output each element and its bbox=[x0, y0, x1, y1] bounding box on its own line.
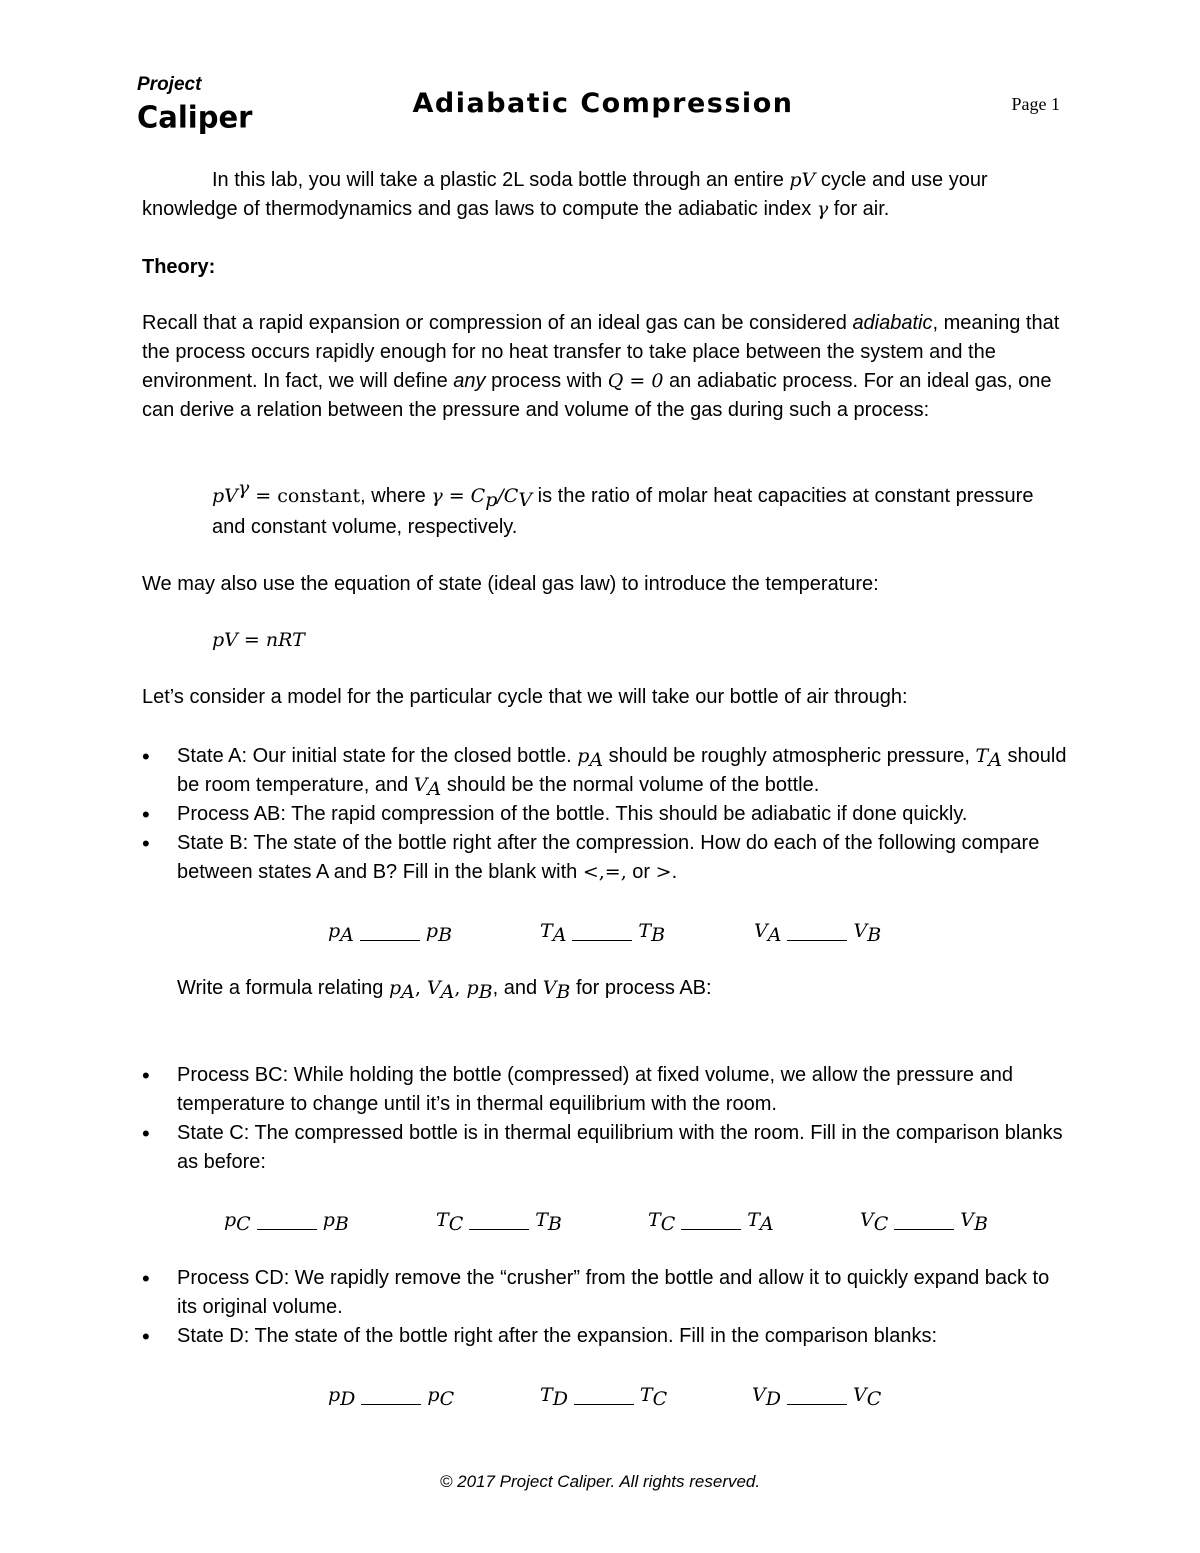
logo-caliper-text: Caliper bbox=[137, 99, 253, 135]
page-number: Page 1 bbox=[1011, 94, 1060, 114]
recall-paragraph: Recall that a rapid expansion or compression of an ideal gas can be considered adiabatic, meaning that the process occurs rapidly enough for no heat transfer to take place between the system and the environment. In fact, we will define any process with Q = 0 an adiabatic process. For an ideal gas, one can derive a relation between the pressure and volume of the gas during such a process: bbox=[142, 312, 1060, 421]
model-intro: Let’s consider a model for the particular cycle that we will take our bottle of air through: bbox=[142, 686, 908, 708]
bullet-process-ab: • Process AB: The rapid compression of the bottle. This should be adiabatic if done quickly. bbox=[142, 800, 1072, 829]
compare-tc-tb: $T_C$ $T_B$ bbox=[436, 1209, 562, 1235]
copyright-footer: © 2017 Project Caliper. All rights reserved. bbox=[439, 1472, 761, 1491]
ideal-gas-equation: pV = nRT bbox=[212, 629, 305, 651]
blank-pa-pb[interactable] bbox=[360, 922, 420, 941]
compare-vc-vb: $V_C$ $V_B$ bbox=[860, 1209, 988, 1235]
bullet-process-cd: • Process CD: We rapidly remove the “crusher” from the bottle and allow it to quickly expand back to its original volume. bbox=[142, 1264, 1072, 1322]
bullet-list-2 bbox=[142, 1061, 1072, 1177]
bullet-state-a: • State A: Our initial state for the closed bottle. $p_A$ should be roughly atmospheric pressure, $T_A$ should be room temperature, and $V_A$ should be the normal volume of the bottle. bbox=[142, 742, 1072, 800]
bullet-process-bc: • Process BC: While holding the bottle (compressed) at fixed volume, we allow the pressure and temperature to change until it’s in thermal equilibrium with the room. bbox=[142, 1061, 1072, 1119]
blank-td-tc[interactable] bbox=[574, 1386, 634, 1405]
compare-tc-ta: $T_C$ $T_A$ bbox=[648, 1209, 774, 1235]
compare-pd-pc: $p_D$ $p_C$ bbox=[328, 1384, 455, 1410]
intro-paragraph: In this lab, you will take a plastic 2L soda bottle through an entire pV cycle and use your knowledge of thermodynamics and gas laws to compute the adiabatic index γ for air. bbox=[142, 169, 988, 220]
blank-vd-vc[interactable] bbox=[787, 1386, 847, 1405]
bullet-state-b: • State B: The state of the bottle right after the compression. How do each of the following compare between states A and B? Fill in the blank with <,=, or >. bbox=[142, 829, 1072, 887]
blank-pd-pc[interactable] bbox=[361, 1386, 421, 1405]
state-equation-intro: We may also use the equation of state (ideal gas law) to introduce the temperature: bbox=[142, 573, 879, 595]
blank-va-vb[interactable] bbox=[787, 922, 847, 941]
bullet-state-c: • State C: The compressed bottle is in thermal equilibrium with the room. Fill in the comparison blanks as before: bbox=[142, 1119, 1072, 1177]
blank-pc-pb[interactable] bbox=[257, 1211, 317, 1230]
blank-tc-ta[interactable] bbox=[681, 1211, 741, 1230]
page-title: Adiabatic Compression bbox=[412, 88, 794, 119]
adiabatic-equation: $pV^\gamma$ = constant, where $\gamma = C_p/C_V$ is the ratio of molar heat capacities at constant pressure and constant volume, respectively. bbox=[212, 477, 1034, 538]
compare-va-vb: $V_A$ $V_B$ bbox=[754, 920, 882, 946]
theory-heading: Theory: bbox=[142, 256, 216, 278]
blank-tc-tb[interactable] bbox=[469, 1211, 529, 1230]
compare-pa-pb: $p_A$ $p_B$ bbox=[328, 920, 453, 946]
compare-vd-vc: $V_D$ $V_C$ bbox=[752, 1384, 882, 1410]
logo-project-text: Project bbox=[137, 74, 202, 95]
bullet-list-1 bbox=[142, 742, 1072, 887]
compare-ta-tb: $T_A$ $T_B$ bbox=[540, 920, 666, 946]
bullet-state-d: • State D: The state of the bottle right after the expansion. Fill in the comparison blanks: bbox=[142, 1322, 1072, 1351]
blank-ta-tb[interactable] bbox=[572, 922, 632, 941]
blank-vc-vb[interactable] bbox=[894, 1211, 954, 1230]
bullet-list-3 bbox=[142, 1264, 1072, 1351]
formula-prompt: Write a formula relating $p_A$, $V_A$, $p_B$, and $V_B$ for process AB: bbox=[177, 977, 712, 1003]
compare-td-tc: $T_D$ $T_C$ bbox=[540, 1384, 668, 1410]
compare-pc-pb: $p_C$ $p_B$ bbox=[224, 1209, 349, 1235]
